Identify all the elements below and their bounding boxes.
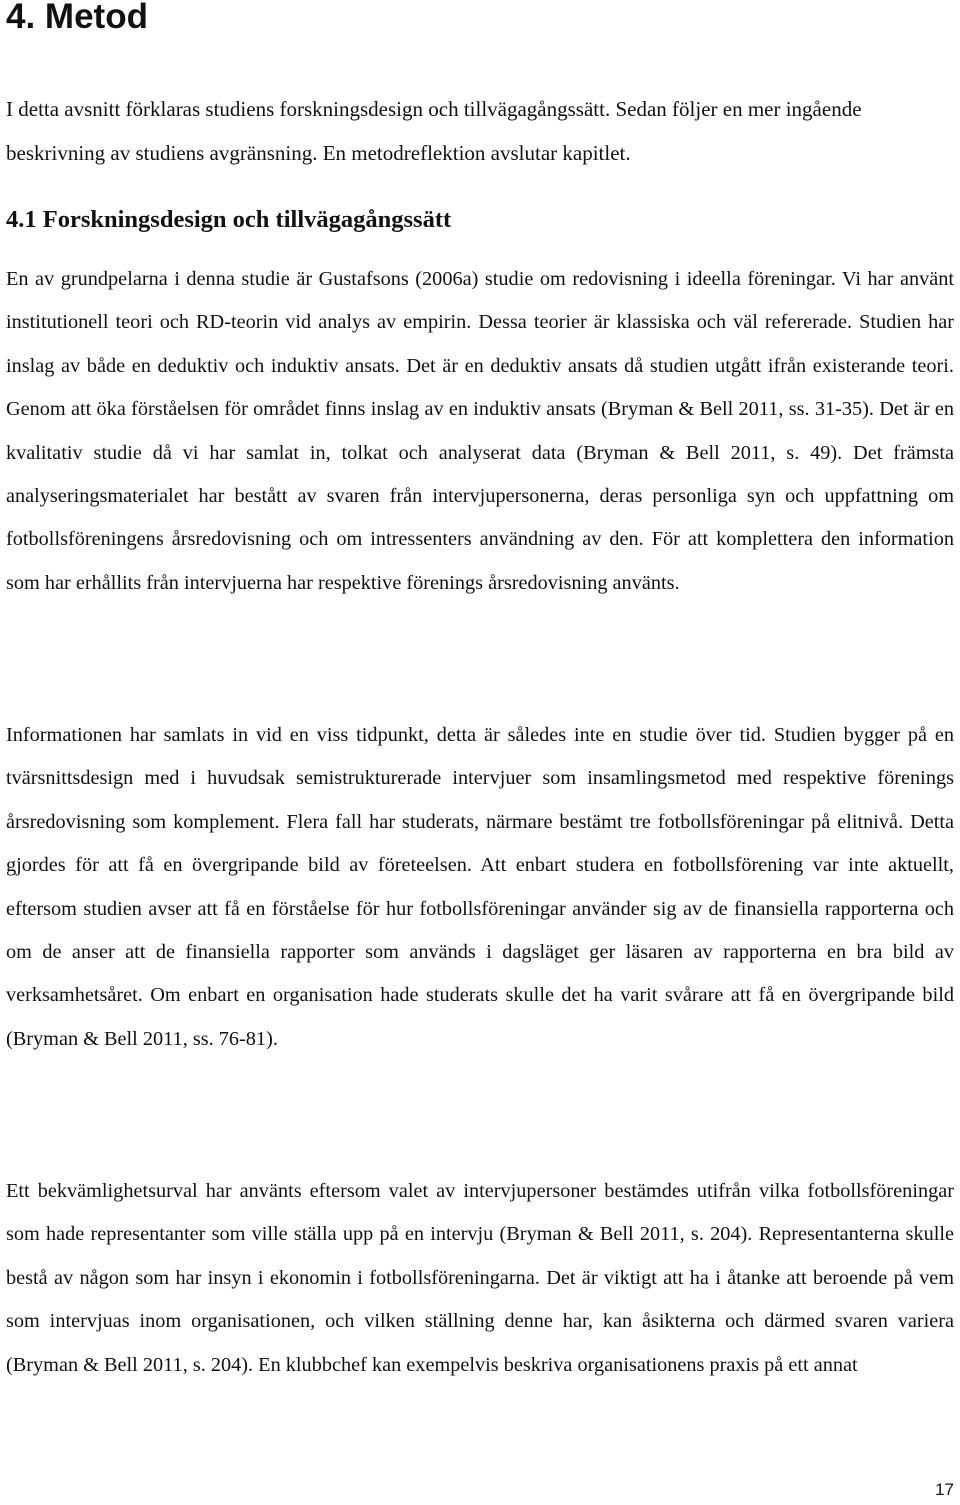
body-paragraph: Ett bekvämlighetsurval har använts eftersom valet av intervjupersoner bestämdes utifrån vilka fotbollsföreningar som hade representanter som ville ställa upp på en intervju (Bryman & Bell 2011, s. 204). Representanterna skulle bestå av någon som har insyn i ekonomin i fotbollsföreningarna. Det är viktigt att ha i åtanke att beroende på vem som intervjuas inom organisationen, och vilken ställning denne har, kan åsikterna och därmed svaren variera (Bryman & Bell 2011, s. 204). En klubbchef kan exempelvis beskriva organisationens praxis på ett annat (6, 1180, 954, 1376)
page-number: 17 (935, 1480, 954, 1499)
section-title: 4.1 Forskningsdesign och tillvägagångssätt (6, 206, 452, 233)
body-paragraph: En av grundpelarna i denna studie är Gustafsons (2006a) studie om redovisning i ideella föreningar. Vi har använt institutionell teori och RD-teorin vid analys av empirin. Dessa teorier är klassiska och väl refererade. Studien har inslag av både en deduktiv och induktiv ansats. Det är en deduktiv ansats då studien utgått ifrån existerande teori. Genom att öka förståelsen för området finns inslag av en induktiv ansats (Bryman & Bell 2011, ss. 31-35). Det är en kvalitativ studie då vi har samlat in, tolkat och analyserat data (Bryman & Bell 2011, s. 49). Det främsta analyseringsmaterialet har bestått av svaren från intervjupersonerna, deras personliga syn och uppfattning om fotbollsföreningens årsredovisning och om intressenters användning av den. För att komplettera den information som har erhållits från intervjuerna har respektive förenings årsredovisning använts. (6, 268, 954, 594)
body-paragraph: Informationen har samlats in vid en viss tidpunkt, detta är således inte en studie över tid. Studien bygger på en tvärsnittsdesign med i huvudsak semistrukturerade intervjuer som insamlingsmetod med respektive förenings årsredovisning som komplement. Flera fall har studerats, närmare bestämt tre fotbollsföreningar på elitnivå. Detta gjordes för att få en övergripande bild av företeelsen. Att enbart studera en fotbollsförening var inte aktuellt, eftersom studien avser att få en förståelse för hur fotbollsföreningar använder sig av de finansiella rapporterna och om de anser att de finansiella rapporter som används i dagsläget ger läsaren av rapporterna en bra bild av verksamhetsåret. Om enbart en organisation hade studerats skulle det ha varit svårare att få en övergripande bild (Bryman & Bell 2011, ss. 76-81). (6, 724, 954, 1050)
chapter-title: 4. Metod (6, 0, 148, 36)
chapter-intro: I detta avsnitt förklaras studiens forskningsdesign och tillvägagångssätt. Sedan följer en mer ingående beskrivning av studiens avgränsning. En metodreflektion avslutar kapitlet. (6, 97, 862, 165)
